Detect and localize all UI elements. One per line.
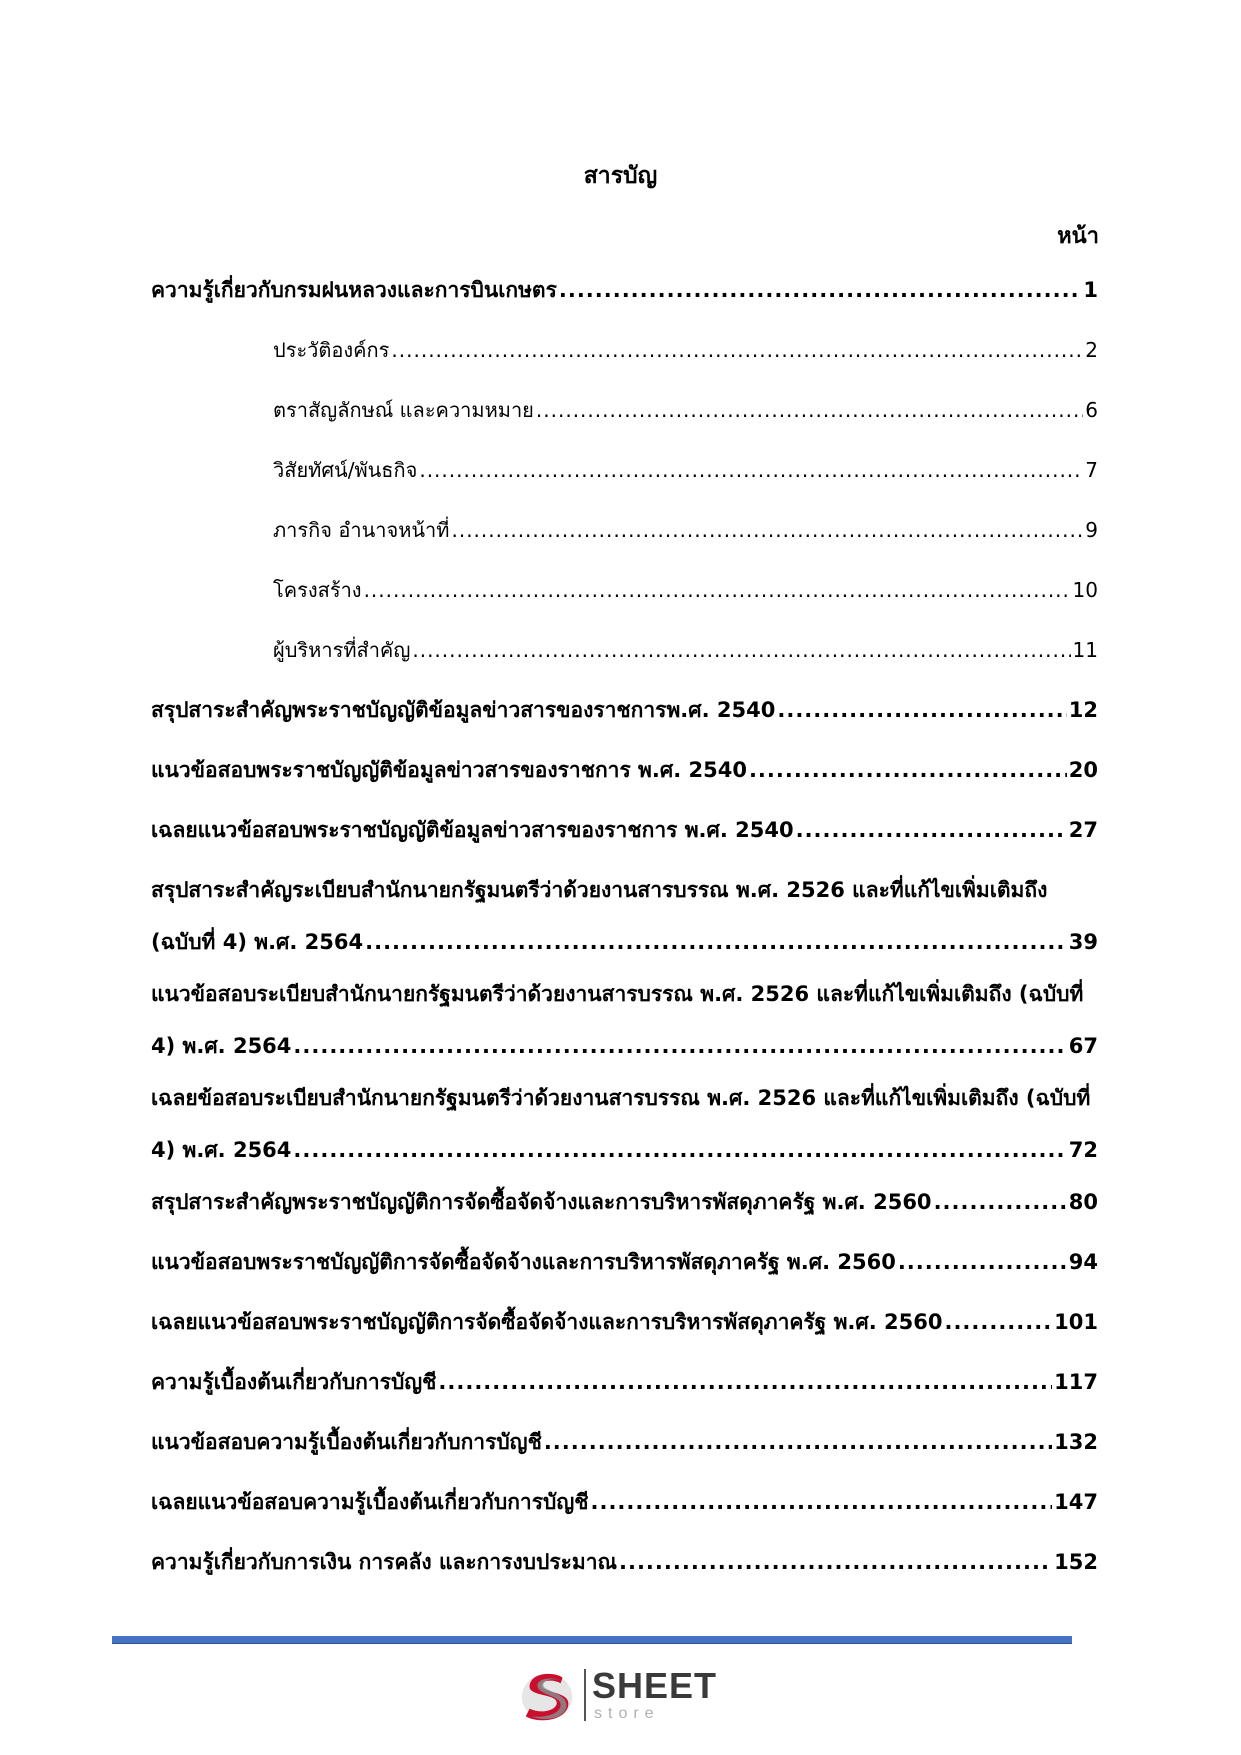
toc-subentry[interactable] — [273, 335, 1098, 365]
toc-entry-title: สรุปสาระสำคัญพระราชบัญญัติการจัดซื้อจัดจ้างและการบริหารพัสดุภาครัฐ พ.ศ. 2560 — [151, 1190, 932, 1214]
toc-entry[interactable] — [151, 1307, 1098, 1337]
toc-entry-title: ประวัติองค์กร — [273, 338, 390, 362]
toc-leader-dots — [293, 1031, 1066, 1061]
toc-entry-title: ความรู้เบื้องต้นเกี่ยวกับการบัญชี — [151, 1370, 437, 1394]
toc-page-number: 152 — [1054, 1550, 1098, 1574]
page-title: สารบัญ — [583, 163, 658, 189]
toc-entry-title: ความรู้เกี่ยวกับกรมฝนหลวงและการบินเกษตร — [151, 278, 557, 302]
toc-leader-dots — [777, 695, 1066, 725]
toc-leader-dots — [365, 927, 1067, 957]
toc-page-number: 72 — [1068, 1138, 1098, 1162]
toc-subentry[interactable] — [273, 635, 1098, 665]
toc-leader-dots — [749, 755, 1067, 785]
toc-page-number: 1 — [1083, 278, 1098, 302]
toc-page-number: 94 — [1068, 1250, 1098, 1274]
toc-subentry[interactable] — [273, 575, 1098, 605]
toc-entry[interactable] — [151, 1247, 1098, 1277]
toc-page-number: 80 — [1068, 1190, 1098, 1214]
toc-entry[interactable] — [151, 695, 1098, 725]
toc-page-number: 7 — [1085, 458, 1098, 482]
toc-leader-dots — [391, 335, 1083, 365]
toc-entry-title: (ฉบับที่ 4) พ.ศ. 2564 — [151, 930, 364, 954]
toc-leader-dots — [559, 275, 1082, 305]
toc-entry-title: เฉลยแนวข้อสอบความรู้เบื้องต้นเกี่ยวกับการบัญชี — [151, 1490, 589, 1514]
toc-leader-dots — [544, 1427, 1052, 1457]
toc-entry[interactable] — [151, 1427, 1098, 1457]
toc-leader-dots — [412, 635, 1070, 665]
toc-entry-title: โครงสร้าง — [273, 578, 362, 602]
toc-entry-title-line1: แนวข้อสอบระเบียบสำนักนายกรัฐมนตรีว่าด้วยงานสารบรรณ พ.ศ. 2526 และที่แก้ไขเพิ่มเติมถึง (ฉบับที่ — [151, 982, 1084, 1006]
toc-leader-dots — [438, 1367, 1052, 1397]
logo-word: SHEET — [592, 1665, 718, 1706]
toc-leader-dots — [590, 1487, 1052, 1517]
logo-text — [592, 1665, 718, 1722]
toc-entry-title: 4) พ.ศ. 2564 — [151, 1138, 292, 1162]
page-column-header: หน้า — [1057, 224, 1099, 249]
toc-page-number: 10 — [1072, 578, 1098, 602]
toc-page-number: 67 — [1068, 1034, 1098, 1058]
toc-page-number: 11 — [1072, 638, 1098, 662]
toc-entry-title: สรุปสาระสำคัญพระราชบัญญัติข้อมูลข่าวสารของราชการพ.ศ. 2540 — [151, 698, 776, 722]
toc-entry-title: วิสัยทัศน์/พันธกิจ — [273, 458, 418, 482]
toc-leader-dots — [898, 1247, 1067, 1277]
toc-page-number: 117 — [1054, 1370, 1098, 1394]
sheet-store-s-logo-icon — [518, 1664, 580, 1726]
toc-entry[interactable] — [151, 755, 1098, 785]
toc-entry[interactable] — [151, 1367, 1098, 1397]
toc-subentry[interactable] — [273, 395, 1098, 425]
toc-subentry[interactable] — [273, 455, 1098, 485]
toc-entry[interactable] — [151, 815, 1098, 845]
toc-page-number: 132 — [1054, 1430, 1098, 1454]
logo-subword: store — [594, 1705, 660, 1722]
toc-page-number: 39 — [1068, 930, 1098, 954]
toc-leader-dots — [419, 455, 1083, 485]
toc-leader-dots — [796, 815, 1067, 845]
toc-leader-dots — [619, 1547, 1052, 1577]
toc-entry-multiline[interactable] — [151, 1083, 1098, 1165]
toc-leader-dots — [293, 1135, 1066, 1165]
toc-entry-title: ภารกิจ อำนาจหน้าที่ — [273, 518, 450, 542]
toc-leader-dots — [364, 575, 1071, 605]
toc-entry-title: ตราสัญลักษณ์ และความหมาย — [273, 398, 534, 422]
toc-leader-dots — [934, 1187, 1067, 1217]
toc-entry-title-line1: สรุปสาระสำคัญระเบียบสำนักนายกรัฐมนตรีว่าด้วยงานสารบรรณ พ.ศ. 2526 และที่แก้ไขเพิ่มเติมถึง — [151, 878, 1048, 902]
toc-entry-multiline[interactable] — [151, 979, 1098, 1061]
toc-entry[interactable] — [151, 1187, 1098, 1217]
toc-entry[interactable] — [151, 1487, 1098, 1517]
footer-rule — [112, 1636, 1072, 1644]
toc-page-number: 20 — [1068, 758, 1098, 782]
toc-entry-multiline[interactable] — [151, 875, 1098, 957]
toc-leader-dots — [451, 515, 1083, 545]
toc-page-number: 147 — [1054, 1490, 1098, 1514]
toc-leader-dots — [536, 395, 1083, 425]
toc-entry-title: แนวข้อสอบพระราชบัญญัติข้อมูลข่าวสารของราชการ พ.ศ. 2540 — [151, 758, 747, 782]
toc-page-number: 12 — [1068, 698, 1098, 722]
toc-subentry[interactable] — [273, 515, 1098, 545]
toc-entry-title: 4) พ.ศ. 2564 — [151, 1034, 292, 1058]
toc-entry-title: เฉลยแนวข้อสอบพระราชบัญญัติข้อมูลข่าวสารของราชการ พ.ศ. 2540 — [151, 818, 794, 842]
toc-page-number: 9 — [1085, 518, 1098, 542]
toc-entry-title: เฉลยแนวข้อสอบพระราชบัญญัติการจัดซื้อจัดจ้างและการบริหารพัสดุภาครัฐ พ.ศ. 2560 — [151, 1310, 943, 1334]
toc-entry-title: ผู้บริหารที่สำคัญ — [273, 638, 411, 662]
toc-page-number: 27 — [1068, 818, 1098, 842]
toc-entry-title: แนวข้อสอบพระราชบัญญัติการจัดซื้อจัดจ้างและการบริหารพัสดุภาครัฐ พ.ศ. 2560 — [151, 1250, 896, 1274]
toc-entry-title: แนวข้อสอบความรู้เบื้องต้นเกี่ยวกับการบัญชี — [151, 1430, 542, 1454]
logo-separator — [584, 1669, 586, 1721]
toc-entry-title-line1: เฉลยข้อสอบระเบียบสำนักนายกรัฐมนตรีว่าด้วยงานสารบรรณ พ.ศ. 2526 และที่แก้ไขเพิ่มเติมถึง (ฉบับที่ — [151, 1086, 1091, 1110]
toc-page-number: 2 — [1085, 338, 1098, 362]
toc-entry-title: ความรู้เกี่ยวกับการเงิน การคลัง และการงบประมาณ — [151, 1550, 617, 1574]
toc-entry[interactable] — [151, 1547, 1098, 1577]
toc-page-number: 101 — [1054, 1310, 1098, 1334]
toc-entry[interactable] — [151, 275, 1098, 305]
toc-leader-dots — [944, 1307, 1052, 1337]
toc-page-number: 6 — [1085, 398, 1098, 422]
sheet-store-logo — [518, 1660, 738, 1730]
